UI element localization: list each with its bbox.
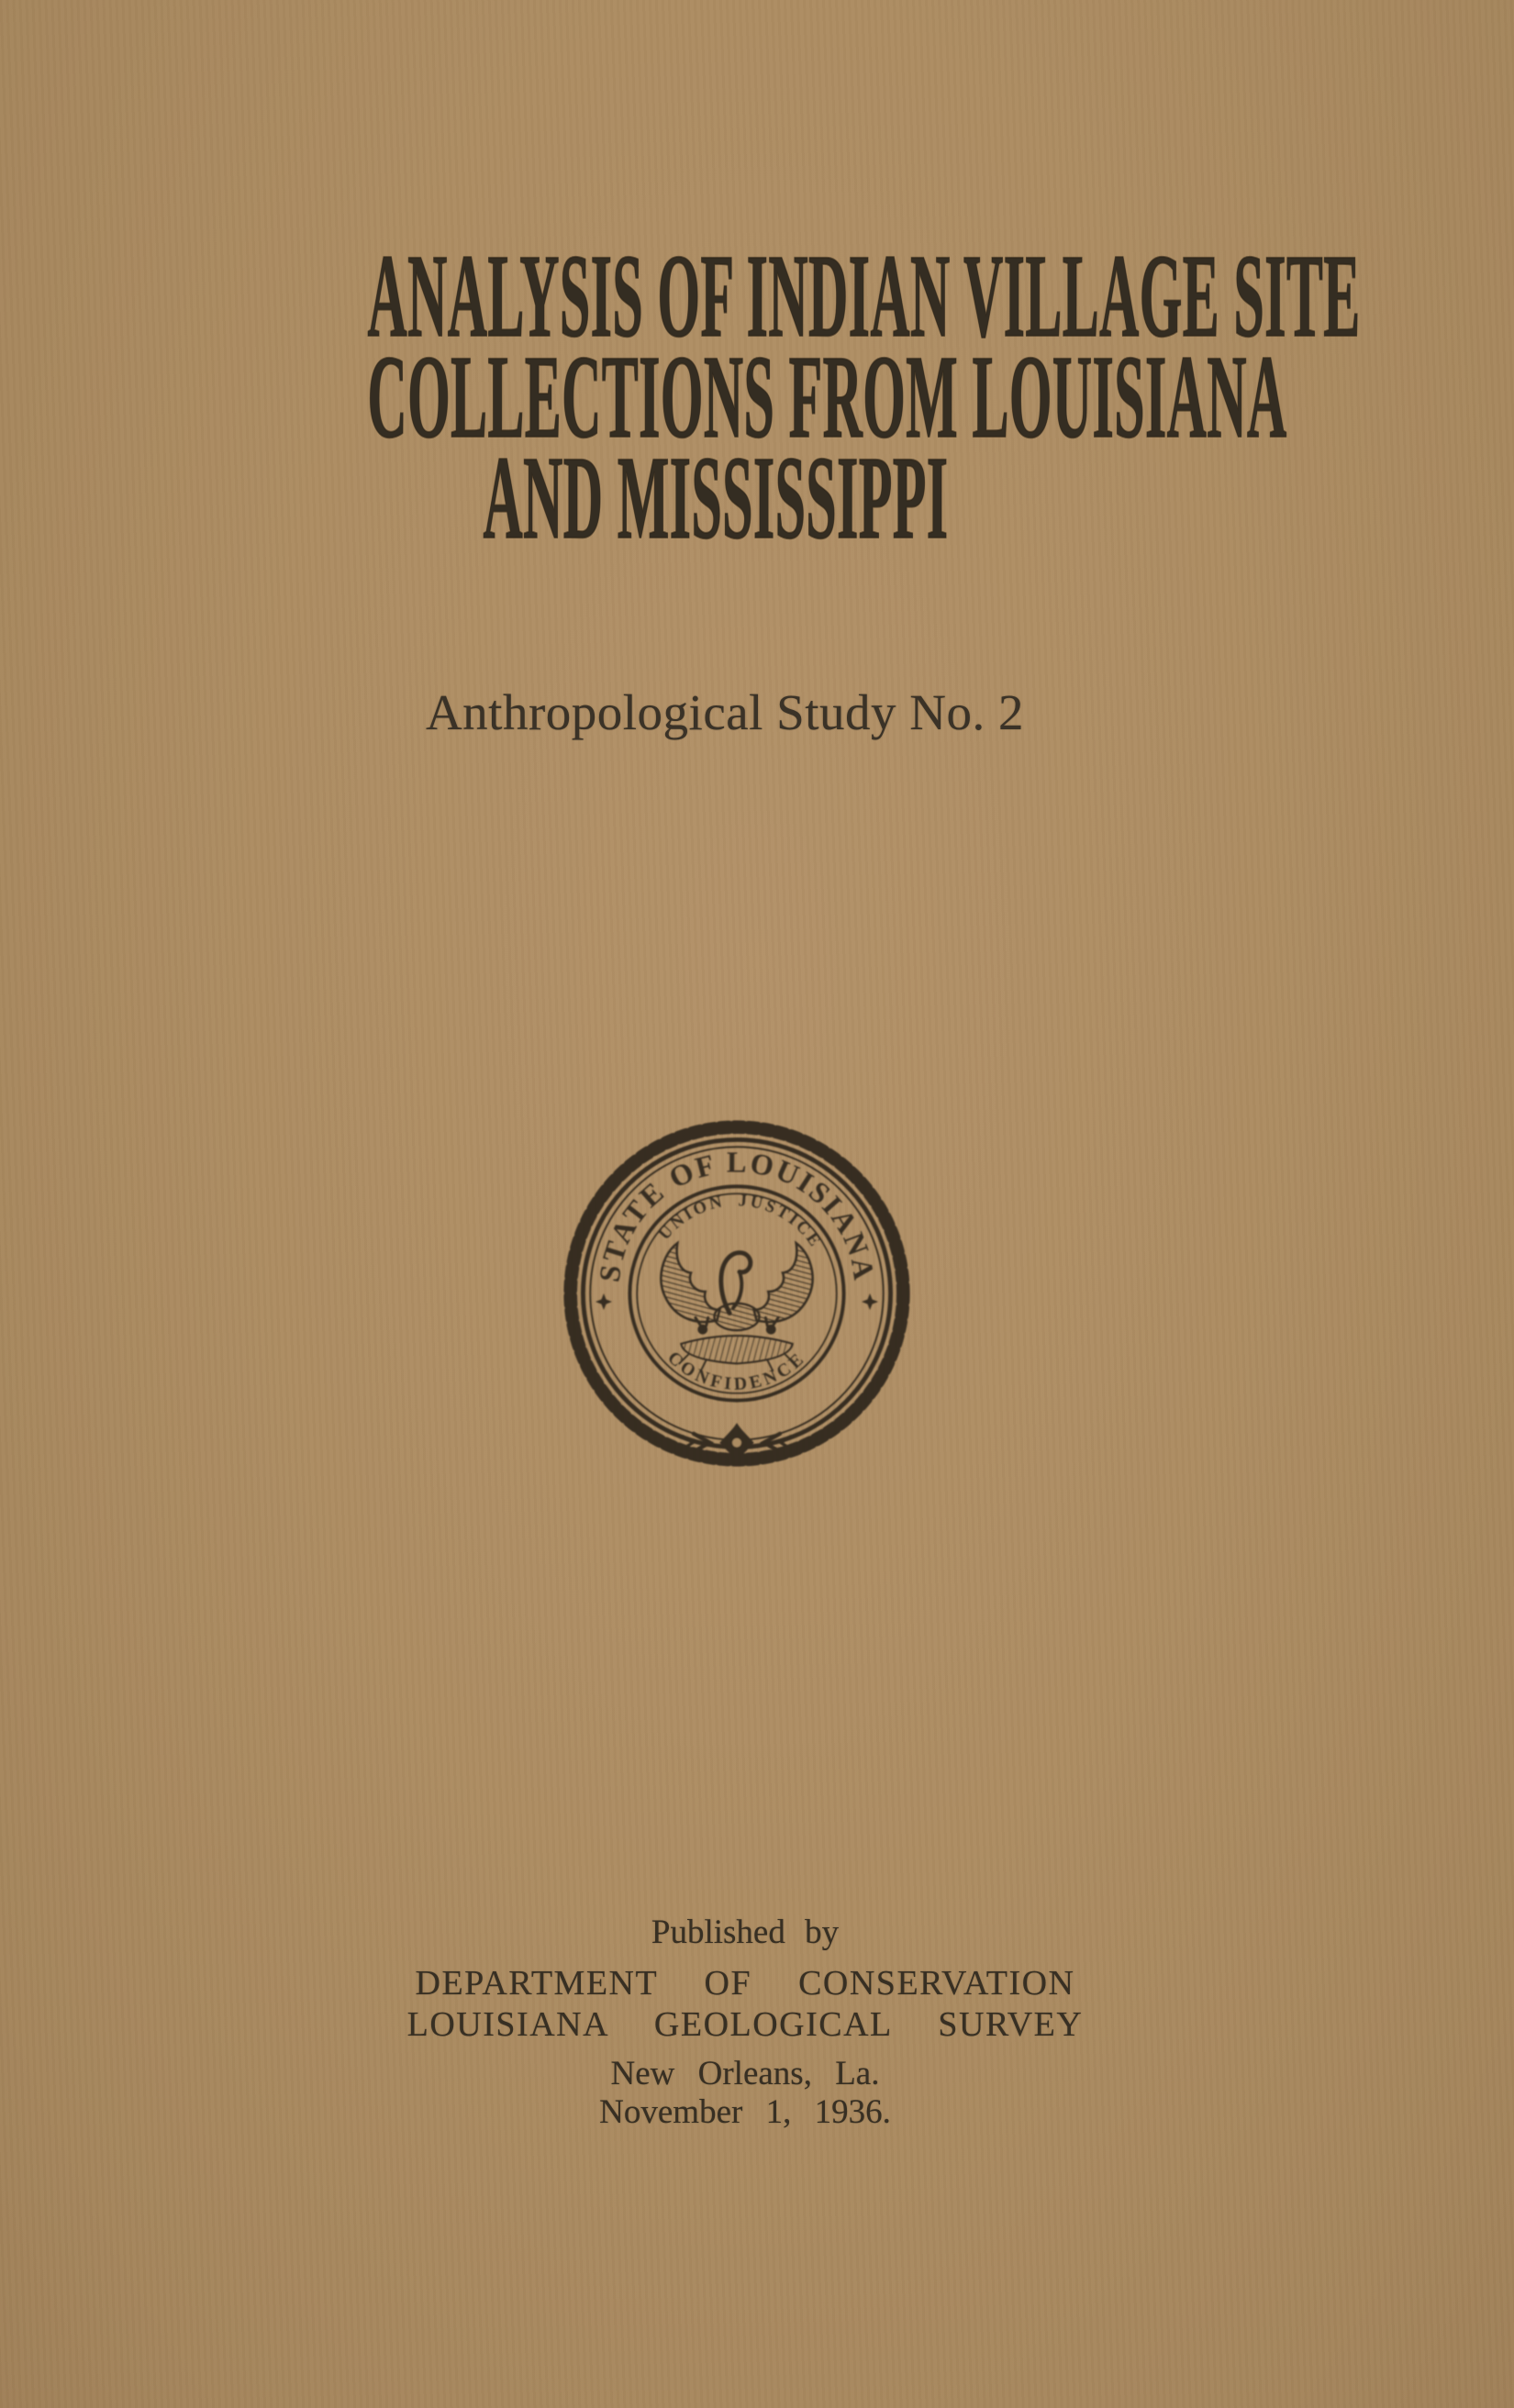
title-line-1: ANALYSIS OF INDIAN VILLAGE SITE	[367, 230, 1361, 362]
published-by-line: Published by	[651, 1914, 840, 1951]
imprint-org-line-2: LOUISIANA GEOLOGICAL SURVEY	[406, 2005, 1084, 2044]
seal-motto-union: UNION	[654, 1192, 727, 1244]
seal-motto-justice: JUSTICE	[737, 1191, 826, 1252]
imprint-org-line-1: DEPARTMENT OF CONSERVATION	[415, 1964, 1075, 2003]
seal-motto-confidence: CONFIDENCE	[663, 1348, 810, 1395]
seal-star-left-icon	[596, 1293, 612, 1310]
seal-star-right-icon	[862, 1293, 878, 1310]
title-line-3: AND MISSISSIPPI	[483, 432, 949, 564]
seal-outer-lettering: STATE OF LOUISIANA	[592, 1145, 882, 1284]
state-of-louisiana-seal-icon	[557, 1114, 917, 1473]
series-subtitle: Anthropological Study No. 2	[425, 684, 1025, 740]
title-line-2: COLLECTIONS FROM LOUISIANA	[367, 331, 1287, 463]
pelican-icon	[661, 1243, 812, 1370]
imprint-date-line: November 1, 1936.	[599, 2093, 891, 2131]
seal-graphic	[557, 1114, 917, 1473]
cover-title	[367, 230, 1361, 564]
imprint-city-line: New Orleans, La.	[610, 2055, 880, 2092]
seal-inner-ring-bold	[629, 1186, 843, 1400]
imprint-block	[0, 1914, 1502, 2131]
